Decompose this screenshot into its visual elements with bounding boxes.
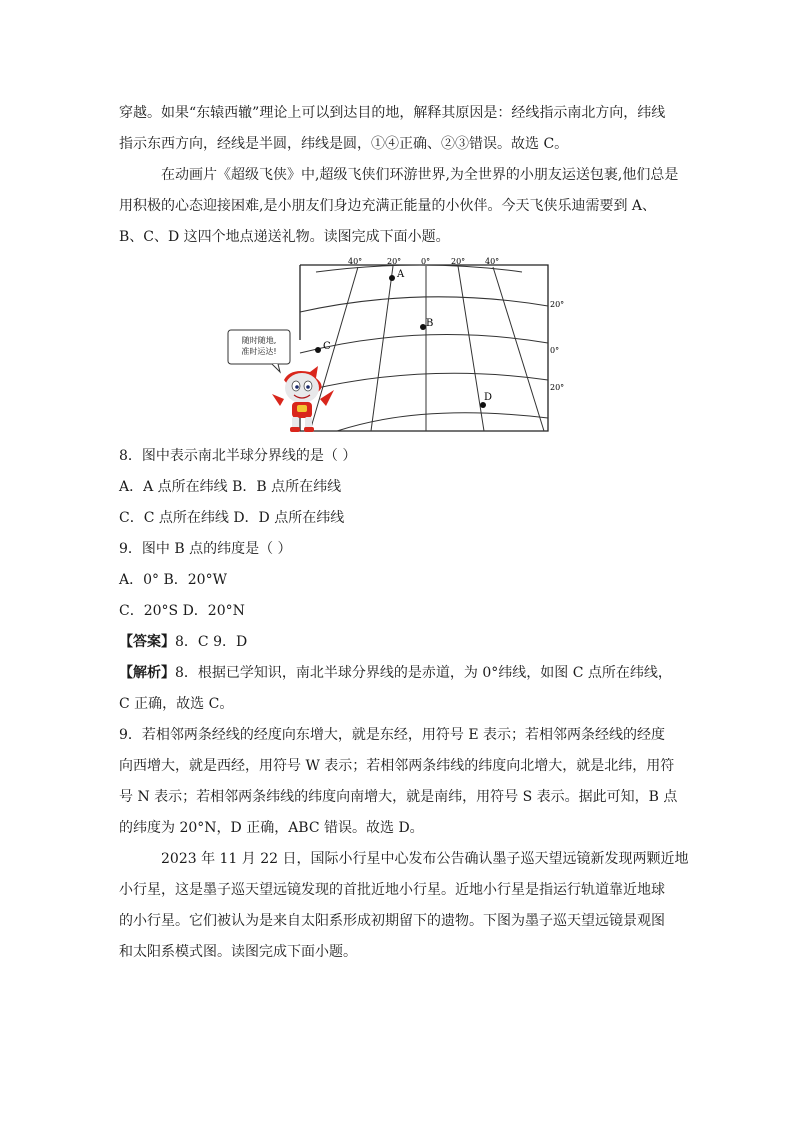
answer-label: 【答案】 [119, 634, 175, 650]
q8-options-row-2: C．C 点所在纬线 D．D 点所在纬线 [119, 510, 345, 526]
q9-options-row-2: C．20°S D．20°N [119, 603, 245, 619]
meridian-40e [493, 267, 544, 431]
q9-options-row-1: A．0° B．20°W [119, 572, 227, 588]
parallel-40s [337, 413, 548, 431]
speech-bubble-line-1: 随时随地, [241, 336, 277, 345]
speech-bubble [228, 330, 290, 364]
intro-line-2: 指示东西方向，经线是半圆，纬线是圆，①④正确、②③错误。故选 C。 [119, 136, 569, 152]
parallel-20n [300, 297, 548, 312]
story-line-3: B、C、D 这四个地点递送礼物。读图完成下面小题。 [119, 229, 450, 245]
meridian-20w [371, 266, 393, 431]
parallel-40n [316, 265, 522, 272]
parallel-20s [300, 373, 548, 392]
lon-label-40e: 40° [485, 257, 500, 266]
point-c-label: C [323, 341, 331, 352]
closing-line-1: 2023 年 11 月 22 日，国际小行星中心发布公告确认墨子巡天望远镜新发现两颗近地 [161, 851, 689, 867]
analysis-line-6: 的纬度为 20°N，D 正确，ABC 错误。故选 D。 [119, 820, 424, 836]
answer-line [119, 633, 247, 651]
story-line-1: 在动画片《超级飞侠》中,超级飞侠们环游世界,为全世界的小朋友运送包裹,他们总是 [161, 167, 679, 183]
point-a-label: A [397, 269, 405, 280]
closing-line-3: 的小行星。它们被认为是来自太阳系形成初期留下的遗物。下图为墨子巡天望远镜景观图 [119, 913, 665, 929]
q8-stem: 8．图中表示南北半球分界线的是（ ） [119, 448, 357, 464]
analysis-text-1: 8．根据已学知识，南北半球分界线的是赤道，为 0°纬线，如图 C 点所在纬线， [175, 665, 672, 681]
lat-label-0: 0° [550, 346, 560, 355]
analysis-line-1 [119, 664, 672, 682]
closing-line-2: 小行星，这是墨子巡天望远镜发现的首批近地小行星。近地小行星是指运行轨道靠近地球 [119, 882, 665, 898]
closing-line-4: 和太阳系模式图。读图完成下面小题。 [119, 944, 357, 960]
point-b-label: B [426, 318, 434, 329]
point-a-dot [389, 275, 395, 281]
lon-label-0: 0° [421, 257, 431, 266]
lon-label-20w: 20° [387, 257, 402, 266]
q9-stem: 9．图中 B 点的纬度是（ ） [119, 541, 292, 557]
speech-bubble-line-2: 准时运达! [241, 347, 277, 356]
analysis-line-4: 向西增大，就是西经，用符号 W 表示；若相邻两条纬线的纬度向北增大，就是北纬，用符 [119, 758, 675, 774]
analysis-line-3: 9．若相邻两条经线的经度向东增大，就是东经，用符号 E 表示；若相邻两条经线的经度 [119, 727, 666, 743]
speech-bubble-tail [272, 364, 280, 372]
story-line-2: 用积极的心态迎接困难,是小朋友们身边充满正能量的小伙伴。今天飞侠乐迪需要到 A、 [119, 198, 657, 214]
lat-label-20s: 20° [550, 383, 565, 392]
intro-line-1: 穿越。如果“东辕西辙”理论上可以到达目的地，解释其原因是：经线指示南北方向，纬线 [119, 105, 666, 121]
point-d-label: D [484, 392, 493, 403]
point-c-dot [315, 347, 321, 353]
lon-label-40w: 40° [348, 257, 363, 266]
graticule-map [222, 257, 565, 435]
lat-label-20n: 20° [550, 300, 565, 309]
meridian-20e [458, 266, 484, 431]
lon-label-20e: 20° [451, 257, 466, 266]
map-frame [300, 265, 548, 431]
analysis-line-5: 号 N 表示；若相邻两条纬线的纬度向南增大，就是南纬，用符号 S 表示。据此可知，B 点 [119, 789, 678, 805]
answer-text: 8．C 9．D [175, 634, 248, 650]
analysis-line-2: C 正确，故选 C。 [119, 696, 234, 712]
q8-options-row-1: A．A 点所在纬线 B．B 点所在纬线 [119, 479, 342, 495]
analysis-label: 【解析】 [119, 665, 175, 681]
plane-character-icon [272, 366, 334, 432]
